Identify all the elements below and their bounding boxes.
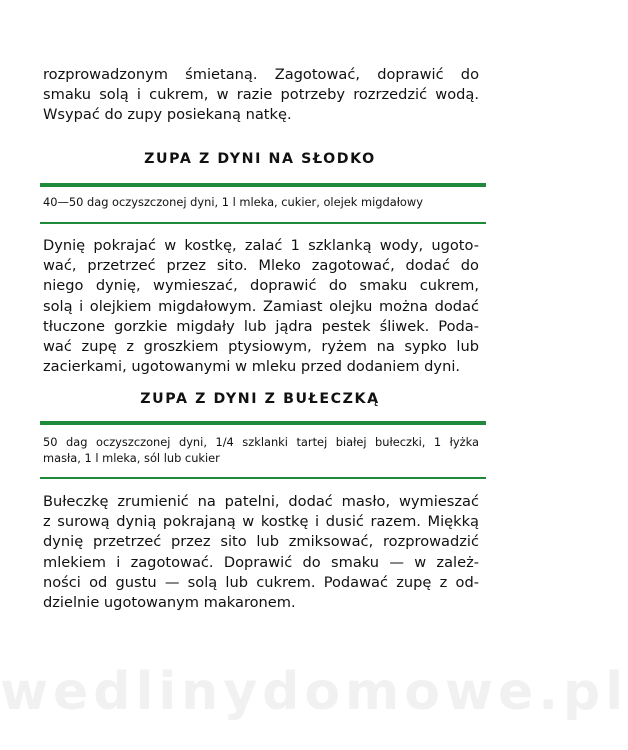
ingredients-line: 40—50 dag oczyszczonej dyni, 1 l mleka, cukier, olejek migdałowy [43, 195, 423, 209]
recipe-1-ingredients [43, 194, 479, 210]
text-line: dynię przetrzeć przez sito lub zmiksować, rozprowadzić [43, 533, 479, 551]
recipe-1-bottom-rule [40, 222, 486, 224]
text-line: wać zupę z groszkiem ptysiowym, ryżem na sypko lub [43, 338, 479, 356]
text-line: rozprowadzonym śmietaną. Zagotować, doprawić do [43, 66, 479, 83]
text-line: solą i olejkiem migdałowym. Zamiast olejku można dodać [43, 297, 479, 315]
recipe-1-instructions [43, 236, 479, 377]
text-line: Wsypać do zupy posiekaną natkę. [43, 106, 292, 124]
text-line: mlekiem i zagotować. Doprawić do smaku — w zależ- [43, 553, 479, 571]
text-line: wać, przetrzeć przez sito. Mleko zagotować, dodać do [43, 257, 479, 275]
recipe-1-title: ZUPA Z DYNI NA SŁODKO [144, 151, 376, 167]
recipe-2-ingredients [43, 434, 479, 466]
text-line: smaku solą i cukrem, w razie potrzeby rozrzedzić wodą. [43, 86, 479, 104]
recipe-1-top-rule [40, 183, 486, 187]
recipe-2-bottom-rule [40, 477, 486, 479]
recipe-2-title: ZUPA Z DYNI Z BUŁECZKĄ [140, 391, 380, 407]
recipe-2-instructions [43, 492, 479, 613]
ingredients-line: 50 dag oczyszczonej dyni, 1/4 szklanki tartej białej bułeczki, 1 łyżka [43, 435, 479, 449]
text-line: ności od gustu — solą lub cukrem. Podawać zupę z od- [43, 573, 479, 591]
text-line: Dynię pokrajać w kostkę, zalać 1 szklanką wody, ugoto- [43, 237, 479, 254]
text-line: dzielnie ugotowanym makaronem. [43, 594, 296, 612]
text-line: zacierkami, ugotowanymi w mleku przed dodaniem dyni. [43, 358, 461, 376]
text-line: Bułeczkę zrumienić na patelni, dodać masło, wymieszać [43, 493, 479, 510]
text-line: z surową dynią pokrajaną w kostkę i dusić razem. Miękką [43, 513, 479, 531]
recipe-2-top-rule [40, 421, 486, 425]
watermark: wedlinydomowe.pl [0, 662, 628, 722]
text-line: tłuczone gorzkie migdały lub jądra pestek śliwek. Poda- [43, 317, 479, 335]
ingredients-line: masła, 1 l mleka, sól lub cukier [43, 451, 220, 465]
text-line: niego dynię, wymieszać, doprawić do smaku cukrem, [43, 277, 479, 295]
intro-paragraph [43, 65, 479, 126]
